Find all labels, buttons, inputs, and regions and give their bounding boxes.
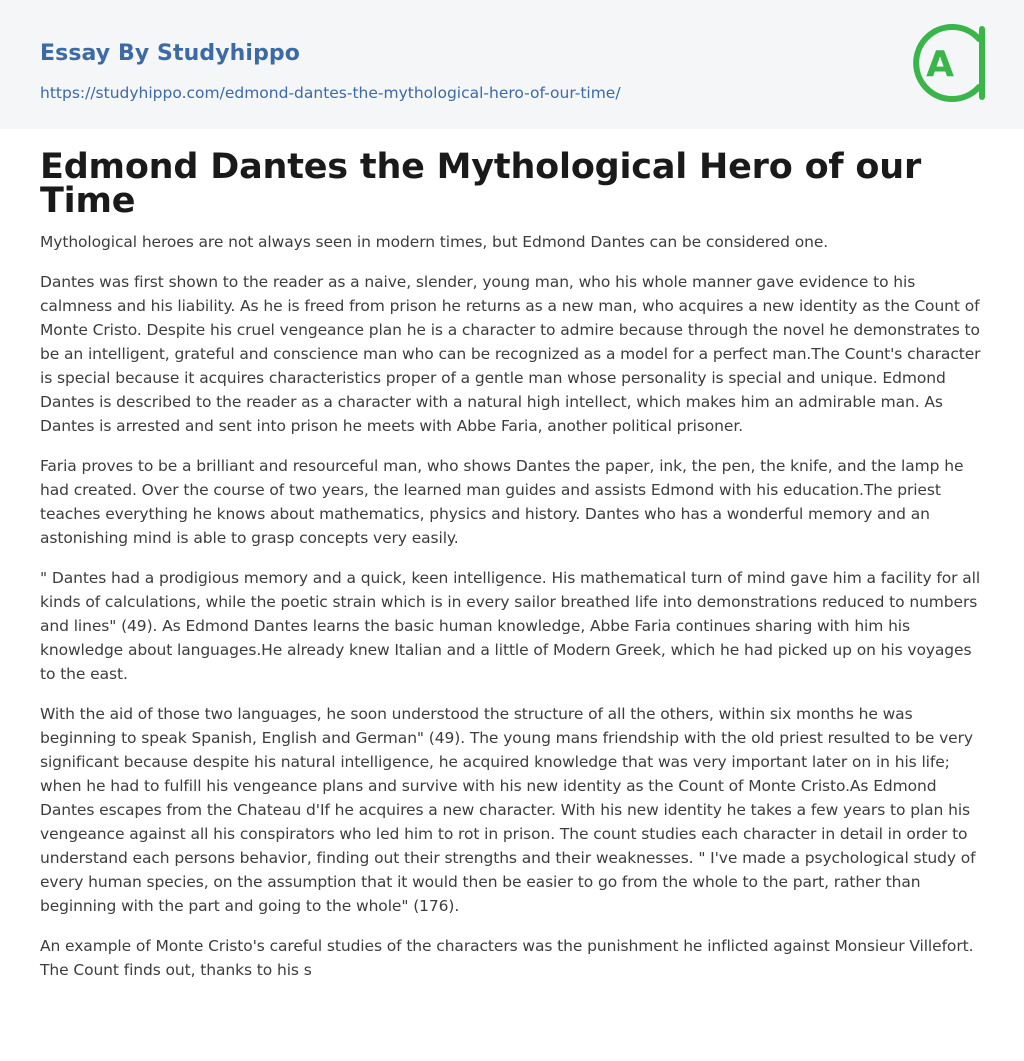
essay-title: Edmond Dantes the Mythological Hero of our Time — [40, 147, 922, 221]
site-header — [0, 0, 1024, 129]
essay-paragraph: An example of Monte Cristo's careful studies of the characters was the punishment he inflicted against Monsieur Villefort. The Count finds out, thanks to his s — [40, 937, 974, 979]
essay-paragraph: With the aid of those two languages, he soon understood the structure of all the others, within six months he was beginning to speak Spanish, English and German" (49). The young mans friendship with the old priest resulted to be very significant because despite his natural intelligence, he acquired knowledge that was very important later on in his life; when he had to fulfill his vengeance plans and survive with his new identity as the Count of Monte Cristo.As Edmond Dantes escapes from the Chateau d'If he acquires a new character. With his new identity he takes a few years to plan his vengeance against all his conspirators who led him to rot in prison. The count studies each character in detail in order to understand each persons behavior, finding out their strengths and their weaknesses. " I've made a psychological study of every human species, on the assumption that it would then be easier to go from the whole to the part, rather than beginning with the part and going to the whole" (176). — [40, 705, 976, 915]
essay-paragraph: Mythological heroes are not always seen in modern times, but Edmond Dantes can be considered one. — [40, 233, 829, 251]
essay-paragraph: Dantes was first shown to the reader as a naive, slender, young man, who his whole manner gave evidence to his calmness and his liability. As he is freed from prison he returns as a new man, who acquires a new identity as the Count of Monte Cristo. Despite his cruel vengeance plan he is a character to admire because through the novel he demonstrates to be an intelligent, grateful and conscience man who can be recognized as a model for a perfect man.The Count's character is special because it acquires characteristics proper of a gentle man whose personality is special and unique. Edmond Dantes is described to the reader as a character with a natural high intellect, which makes him an admirable man. As Dantes is arrested and sent into prison he meets with Abbe Faria, another political prisoner. — [40, 273, 981, 435]
essay-paragraph: Faria proves to be a brilliant and resourceful man, who shows Dantes the paper, ink, the pen, the knife, and the lamp he had created. Over the course of two years, the learned man guides and assists Edmond with his education.The priest teaches everything he knows about mathematics, physics and history. Dantes who has a wonderful memory and an astonishing mind is able to grasp concepts very easily. — [40, 457, 964, 547]
essay-paragraph: " Dantes had a prodigious memory and a quick, keen intelligence. His mathematical turn of mind gave him a facility for all kinds of calculations, while the poetic strain which is in every sailor breathed life into demonstrations reduced to numbers and lines" (49). As Edmond Dantes learns the basic human knowledge, Abbe Faria continues sharing with him his knowledge about languages.He already knew Italian and a little of Modern Greek, which he had picked up on his voyages to the east. — [40, 569, 981, 683]
essay-url-link[interactable]: https://studyhippo.com/edmond-dantes-the-mythological-hero-of-our-time/ — [40, 84, 621, 102]
essay-content — [40, 147, 985, 982]
logo-letter: A — [926, 44, 954, 85]
site-brand[interactable]: Essay By Studyhippo — [40, 41, 300, 66]
studyhippo-logo-icon[interactable] — [912, 19, 988, 107]
